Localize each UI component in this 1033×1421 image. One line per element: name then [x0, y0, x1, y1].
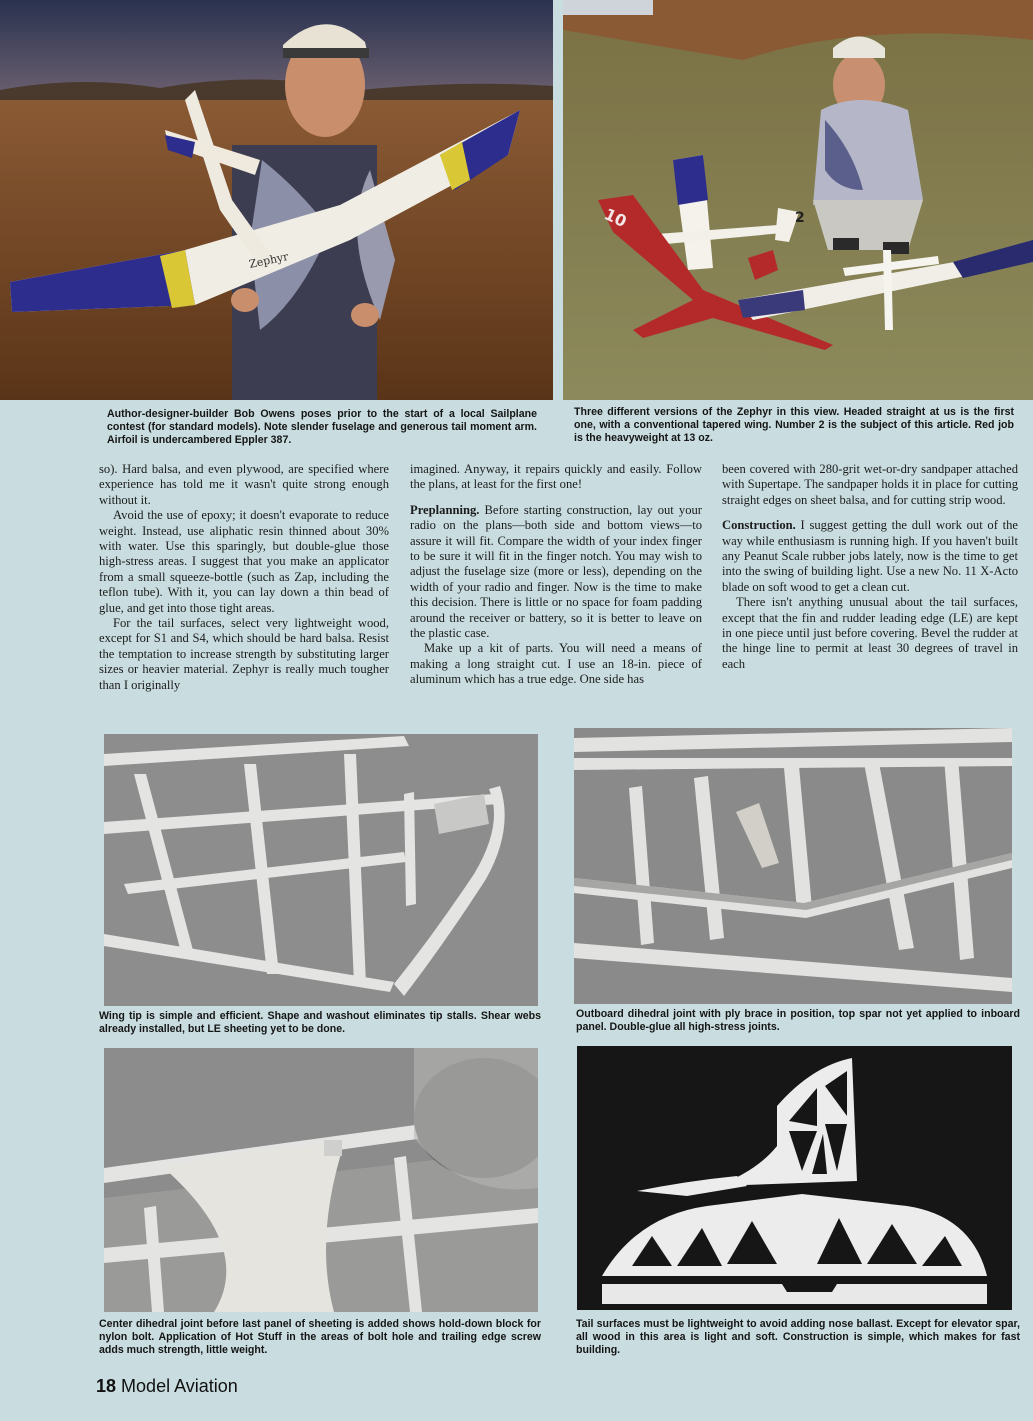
paragraph: Make up a kit of parts. You will need a means of making a long straight cut. I use an 18-in. piece of aluminum which has a true edge. One side has — [410, 641, 702, 687]
article-column-3 — [722, 462, 1018, 672]
fuselage-text: Zephyr — [247, 249, 290, 271]
caption-bot-left: Center dihedral joint before last panel of sheeting is added shows hold-down block for nylon bolt. Application of Hot Stuff in the areas of bolt hole and trailing edge screw adds much strength, little weight. — [99, 1318, 541, 1357]
paragraph — [410, 503, 702, 642]
article-column-1 — [99, 462, 389, 693]
page-number: 18 — [96, 1376, 117, 1396]
photo-tail-surfaces — [577, 1046, 1012, 1310]
paragraph: For the tail surfaces, select very lightweight wood, except for S1 and S4, which should be hard balsa. Resist the temptation to increase strength by substituting larger sizes or heavier material. Zephyr is really much tougher than I originally — [99, 616, 389, 692]
paragraph: There isn't anything unusual about the tail surfaces, except that the fin and rudder leading edge (LE) are kept in one piece until just before covering. Bevel the rudder at the hinge line to permit at least 30 degrees of travel in each — [722, 595, 1018, 671]
caption-bot-right: Tail surfaces must be lightweight to avoid adding nose ballast. Except for elevator spar, all wood in this area is light and soft. Construction is simple, which makes for fast building. — [576, 1318, 1020, 1357]
plane-number-ten: 10 — [601, 204, 630, 232]
paragraph: Avoid the use of epoxy; it doesn't evaporate to reduce weight. Instead, use aliphatic resin thinned about 30% with water. Use this sparingly, but double-glue those high-stress areas. I suggest that you make an applicator from a small squeeze-bottle (such as Zap, including the teflon tube). With it, you can lay down a thin bead of glue, and get into those tight areas. — [99, 508, 389, 615]
paragraph — [722, 518, 1018, 595]
caption-top-right: Three different versions of the Zephyr in this view. Headed straight at us is the first one, with a conventional tapered wing. Number 2 is the subject of this article. Red job is the heavyweight at 13 oz. — [574, 406, 1014, 445]
caption-top-left: Author-designer-builder Bob Owens poses prior to the start of a local Sailplane contest (for standard models). Note slender fuselage and generous tail moment arm. Airfoil is undercambered Eppler 387. — [107, 408, 537, 447]
paragraph-text: I suggest getting the dull work out of the way while enthusiasm is running high. If you haven't built any Peanut Scale rubber jobs lately, now is the time to get into the swing of building light. Use a new No. 11 X-Acto blade on soft wood to get a clean cut. — [722, 518, 1018, 594]
plane-number-two: 2 — [795, 210, 805, 226]
caption-mid-right: Outboard dihedral joint with ply brace in position, top spar not yet applied to inboard panel. Double-glue all high-stress joints. — [576, 1008, 1020, 1034]
photo-wing-tip — [104, 734, 538, 1006]
paragraph: so). Hard balsa, and even plywood, are specified where experience has told me it wasn't quite strong enough without it. — [99, 462, 389, 507]
section-heading: Construction. — [722, 518, 796, 533]
paragraph: been covered with 280-grit wet-or-dry sandpaper attached with Supertape. The sandpaper holds it in place for cutting straight edges on sheet balsa, and for cutting strip wood. — [722, 462, 1018, 507]
paragraph: imagined. Anyway, it repairs quickly and easily. Follow the plans, at least for the first one! — [410, 462, 702, 492]
page-footer — [96, 1376, 238, 1397]
photo-dihedral-joint — [574, 728, 1012, 1004]
article-column-2 — [410, 462, 702, 688]
caption-mid-left: Wing tip is simple and efficient. Shape and washout eliminates tip stalls. Shear webs already installed, but LE sheeting yet to be done. — [99, 1010, 541, 1036]
paragraph-text: Before starting construction, lay out your radio on the plans—both side and bottom views—to assure it will fit. Compare the width of your index finger to be sure it will fit in the finger notch. You may wish to adjust the fuselage size (more or less), depending on the width of your radio and finger. Now is the time to make this decision. There is little or no space for foam padding around the receiver or battery, so it is better to leave on the plastic case. — [410, 502, 702, 641]
magazine-name: Model Aviation — [121, 1376, 238, 1396]
photo-three-zephyrs — [563, 0, 1033, 400]
photo-center-joint — [104, 1048, 538, 1312]
section-heading: Preplanning. — [410, 502, 480, 517]
photo-owens-holding-glider — [0, 0, 553, 400]
